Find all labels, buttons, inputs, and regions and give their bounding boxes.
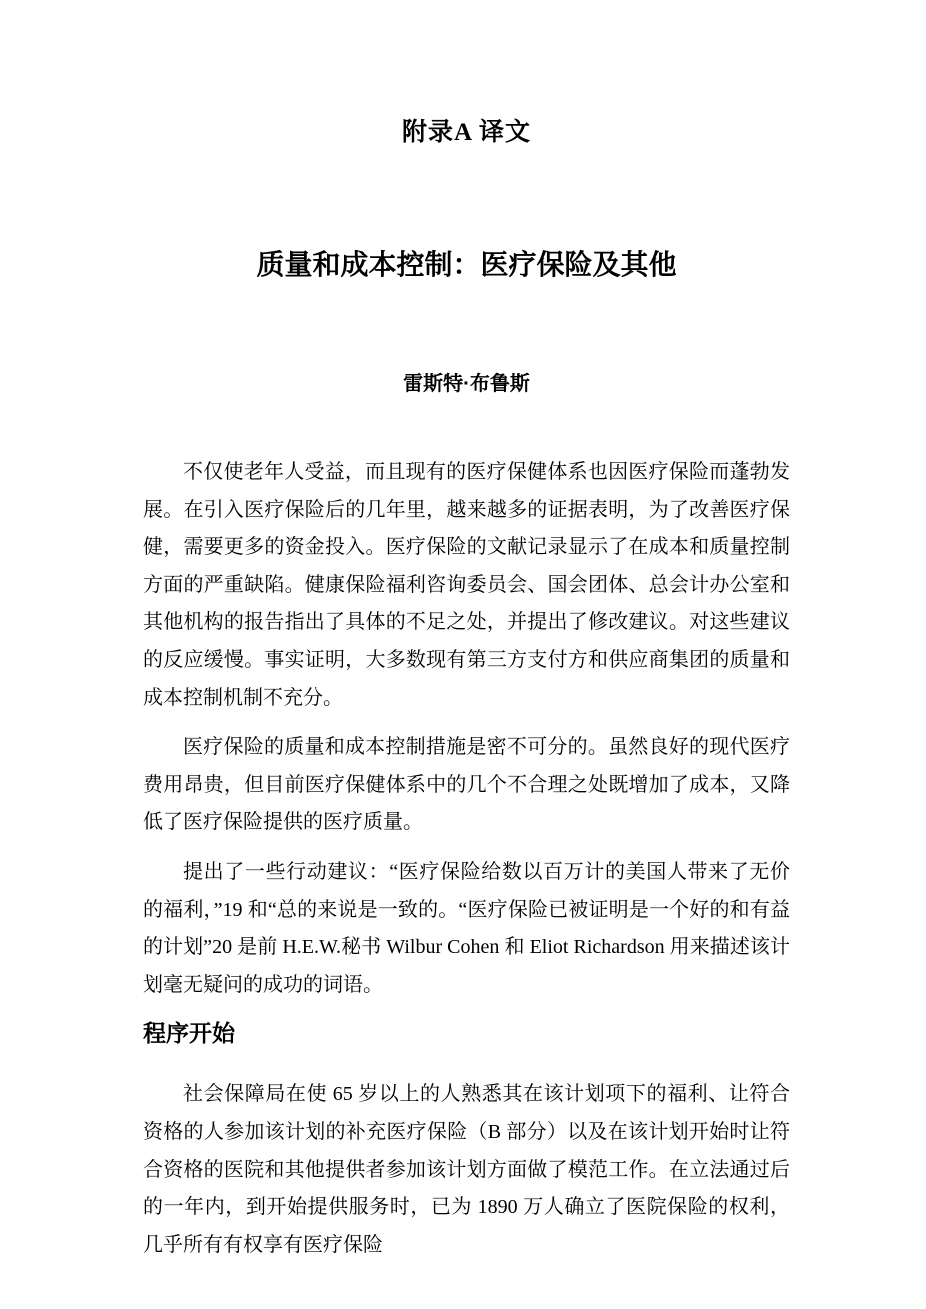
section-heading: 程序开始 [143,1020,235,1047]
document-content [0,116,926,1264]
body-text [143,454,790,1264]
appendix-title: 附录A 译文 [402,119,531,146]
paragraph: 医疗保险的质量和成本控制措施是密不可分的。虽然良好的现代医疗费用昂贵，但目前医疗保健体系中的几个不合理之处既增加了成本，又降低了医疗保险提供的医疗质量。 [143,736,790,834]
article-title: 质量和成本控制：医疗保险及其他 [256,249,677,280]
paragraph: 提出了一些行动建议：“医疗保险给数以百万计的美国人带来了无价的福利，”19 和“总的来说是一致的。“医疗保险已被证明是一个好的和有益的计划”20 是前 H.E.W.秘书 Wilbur Cohen 和 Eliot Richardson 用来描述该计划毫无疑问的成功的词语。 [143,860,790,996]
paragraph: 不仅使老年人受益，而且现有的医疗保健体系也因医疗保险而蓬勃发展。在引入医疗保险后的几年里，越来越多的证据表明，为了改善医疗保健，需要更多的资金投入。医疗保险的文献记录显示了在成本和质量控制方面的严重缺陷。健康保险福利咨询委员会、国会团体、总会计办公室和其他机构的报告指出了具体的不足之处，并提出了修改建议。对这些建议的反应缓慢。事实证明，大多数现有第三方支付方和供应商集团的质量和成本控制机制不充分。 [143,461,790,709]
author-name: 雷斯特·布鲁斯 [403,373,530,395]
paragraph: 社会保障局在使 65 岁以上的人熟悉其在该计划项下的福利、让符合资格的人参加该计划的补充医疗保险（B 部分）以及在该计划开始时让符合资格的医院和其他提供者参加该计划方面做了模范工作。在立法通过后的一年内，到开始提供服务时，已为 1890 万人确立了医院保险的权利，几乎所有有权享有医疗保险 [143,1083,790,1256]
